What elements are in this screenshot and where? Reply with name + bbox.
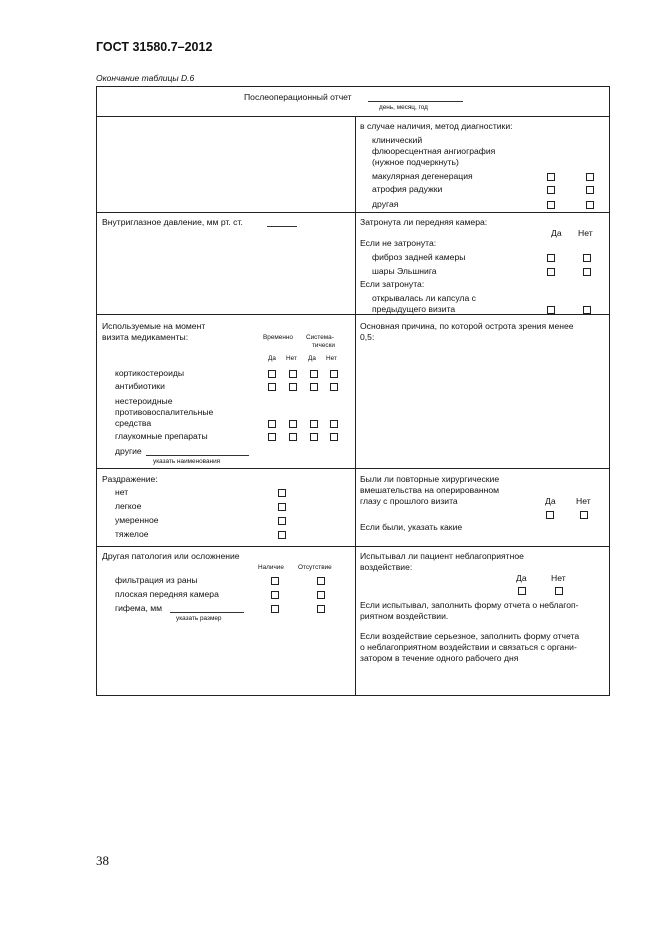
no-label: Нет xyxy=(286,355,297,362)
diagnostics-line: клинический xyxy=(372,135,423,145)
pressure-field[interactable] xyxy=(267,226,297,227)
checkbox[interactable] xyxy=(310,420,318,428)
checkbox[interactable] xyxy=(271,605,279,613)
diagnostics-line: флюоресцентная ангиография xyxy=(372,146,496,156)
other-label: другие xyxy=(115,446,142,456)
report-title: Послеоперационный отчет xyxy=(244,92,352,102)
irritation-item: тяжелое xyxy=(115,529,149,539)
yes-label: Да xyxy=(308,355,316,362)
checkbox[interactable] xyxy=(268,420,276,428)
affected-label: Если затронута: xyxy=(360,279,425,289)
adverse-note: риятном воздействии. xyxy=(360,611,449,621)
no-label: Нет xyxy=(578,228,593,238)
yes-label: Да xyxy=(516,573,527,583)
checkbox[interactable] xyxy=(310,370,318,378)
adverse-question: воздействие: xyxy=(360,562,413,572)
meds-title: визита медикаменты: xyxy=(102,332,189,342)
yes-label: Да xyxy=(545,496,556,506)
checkbox[interactable] xyxy=(586,173,594,181)
checkbox[interactable] xyxy=(289,383,297,391)
checkbox[interactable] xyxy=(330,370,338,378)
page-number: 38 xyxy=(96,853,109,868)
pathology-title: Другая патология или осложнение xyxy=(102,551,240,561)
other-meds-field[interactable] xyxy=(146,455,249,456)
diagnostics-line: (нужное подчеркнуть) xyxy=(372,157,459,167)
checkbox[interactable] xyxy=(317,605,325,613)
no-label: Нет xyxy=(326,355,337,362)
irritation-item: нет xyxy=(115,487,129,497)
capsule-line: предыдущего визита xyxy=(372,304,456,314)
irritation-title: Раздражение: xyxy=(102,474,158,484)
checkbox[interactable] xyxy=(289,420,297,428)
checkbox[interactable] xyxy=(586,201,594,209)
checkbox[interactable] xyxy=(330,420,338,428)
absence-label: Отсутствие xyxy=(298,564,332,571)
checkbox[interactable] xyxy=(546,511,554,519)
checkbox[interactable] xyxy=(289,433,297,441)
diagnostics-item: другая xyxy=(372,199,399,209)
adverse-serious: затором в течение одного рабочего дня xyxy=(360,653,519,663)
cause-line: Основная причина, по которой острота зрения менее xyxy=(360,321,574,331)
checkbox[interactable] xyxy=(310,433,318,441)
temp-label: Временно xyxy=(263,334,293,341)
nsaid-line: противовоспалительные xyxy=(115,407,214,417)
surgery-specify: Если были, указать какие xyxy=(360,522,463,532)
med-item: антибиотики xyxy=(115,381,165,391)
irritation-item: умеренное xyxy=(115,515,159,525)
checkbox[interactable] xyxy=(271,577,279,585)
checkbox[interactable] xyxy=(586,186,594,194)
yes-label: Да xyxy=(268,355,276,362)
pathology-item: плоская передняя камера xyxy=(115,589,219,599)
adverse-question: Испытывал ли пациент неблагоприятное xyxy=(360,551,524,561)
checkbox[interactable] xyxy=(580,511,588,519)
checkbox[interactable] xyxy=(330,433,338,441)
checkbox[interactable] xyxy=(268,433,276,441)
presence-label: Наличие xyxy=(258,564,284,571)
checkbox[interactable] xyxy=(317,577,325,585)
checkbox[interactable] xyxy=(330,383,338,391)
chamber-question: Затронута ли передняя камера: xyxy=(360,217,488,227)
meds-title: Используемые на момент xyxy=(102,321,206,331)
nsaid-line: нестероидные xyxy=(115,396,173,406)
checkbox[interactable] xyxy=(271,591,279,599)
adverse-serious: Если воздействие серьезное, заполнить форму отчета xyxy=(360,631,580,641)
checkbox[interactable] xyxy=(547,268,555,276)
chamber-item: фиброз задней камеры xyxy=(372,252,466,262)
date-field[interactable] xyxy=(368,101,463,102)
irritation-item: легкое xyxy=(115,501,142,511)
hyphema-size-field[interactable] xyxy=(170,612,244,613)
diagnostics-title: в случае наличия, метод диагностики: xyxy=(360,121,513,131)
no-label: Нет xyxy=(551,573,566,583)
capsule-line: открывалась ли капсула с xyxy=(372,293,476,303)
diagnostics-item: атрофия радужки xyxy=(372,184,443,194)
med-item: глаукомные препараты xyxy=(115,431,208,441)
sys-label: Система- xyxy=(306,334,334,341)
chamber-item: шары Эльшнига xyxy=(372,266,437,276)
checkbox[interactable] xyxy=(278,503,286,511)
checkbox[interactable] xyxy=(547,254,555,262)
checkbox[interactable] xyxy=(310,383,318,391)
checkbox[interactable] xyxy=(555,587,563,595)
checkbox[interactable] xyxy=(289,370,297,378)
table-caption: Окончание таблицы D.6 xyxy=(96,73,195,83)
surgery-line: вмешательства на оперированном xyxy=(360,485,500,495)
checkbox[interactable] xyxy=(583,306,591,314)
checkbox[interactable] xyxy=(547,186,555,194)
other-hint: указать наименования xyxy=(153,458,221,465)
surgery-line: глазу с прошлого визита xyxy=(360,496,458,506)
adverse-note: Если испытывал, заполнить форму отчета о неблагоп- xyxy=(360,600,579,610)
checkbox[interactable] xyxy=(268,370,276,378)
checkbox[interactable] xyxy=(583,254,591,262)
med-item: кортикостероиды xyxy=(115,368,185,378)
checkbox[interactable] xyxy=(278,489,286,497)
sys-label: тически xyxy=(312,342,335,349)
surgery-line: Были ли повторные хирургические xyxy=(360,474,500,484)
not-affected-label: Если не затронута: xyxy=(360,238,437,248)
checkbox[interactable] xyxy=(278,531,286,539)
checkbox[interactable] xyxy=(583,268,591,276)
cause-line: 0,5: xyxy=(360,332,375,342)
pressure-label: Внутриглазное давление, мм рт. ст. xyxy=(102,217,243,227)
diagnostics-item: макулярная дегенерация xyxy=(372,171,473,181)
pathology-item: фильтрация из раны xyxy=(115,575,198,585)
checkbox[interactable] xyxy=(278,517,286,525)
adverse-serious: о неблагоприятном воздействии и связаться с органи- xyxy=(360,642,577,652)
form-table xyxy=(96,86,610,696)
checkbox[interactable] xyxy=(547,306,555,314)
yes-label: Да xyxy=(551,228,562,238)
document-title: ГОСТ 31580.7–2012 xyxy=(96,40,213,54)
size-hint: указать размер xyxy=(176,615,222,622)
checkbox[interactable] xyxy=(547,201,555,209)
checkbox[interactable] xyxy=(518,587,526,595)
nsaid-line: средства xyxy=(115,418,152,428)
checkbox[interactable] xyxy=(547,173,555,181)
hyphema-label: гифема, мм xyxy=(115,603,163,613)
checkbox[interactable] xyxy=(268,383,276,391)
no-label: Нет xyxy=(576,496,591,506)
date-hint: день, месяц, год xyxy=(379,104,428,111)
checkbox[interactable] xyxy=(317,591,325,599)
